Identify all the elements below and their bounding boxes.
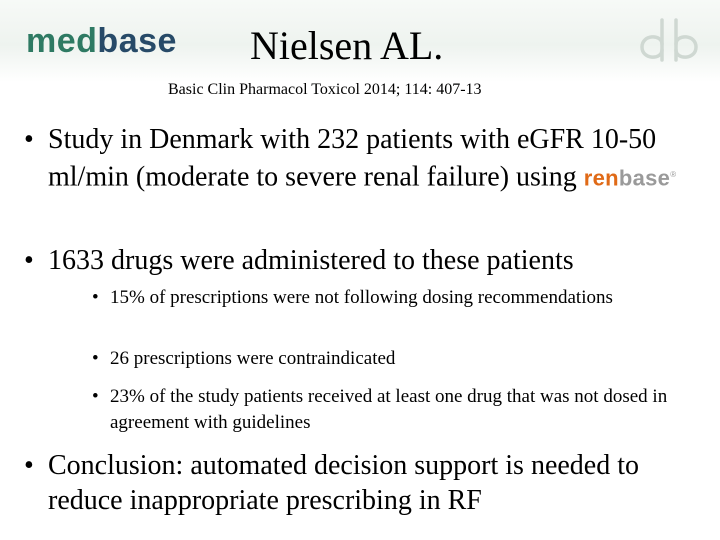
bullet-conclusion-text: Conclusion: automated decision support is needed to reduce inappropriate prescribing in RF [48,450,640,516]
sub-bullet-prescriptions [92,285,702,311]
bullet-dot: • [24,450,34,481]
renbase-logo [584,157,677,195]
bullet-study-text: Study in Denmark with 232 patients with eGFR 10-50 ml/min (moderate to severe renal failure) using [48,124,657,193]
bullet-dot: • [92,348,99,369]
logo-suffix: base [97,22,177,60]
sub-bullet-patients-text: 23% of the study patients received at least one drug that was not dosed in agreement with guidelines [110,386,668,433]
renbase-logo-ren: ren [583,165,619,191]
sub-bullet-prescriptions-text: 15% of prescriptions were not following dosing recommendations [110,287,613,308]
bullet-dot: • [24,245,34,276]
renbase-logo-mark: ® [670,170,677,179]
bullet-study [24,122,704,195]
bullet-dot: • [92,386,99,407]
logo-prefix: med [26,22,98,60]
bullet-drugs [24,243,704,278]
renbase-logo-base: base [618,165,671,191]
citation: Basic Clin Pharmacol Toxicol 2014; 114: 407-13 [168,81,482,98]
slide-title: Nielsen AL. [250,23,444,68]
bullet-dot: • [92,287,99,308]
bullet-drugs-text: 1633 drugs were administered to these patients [48,245,574,276]
sub-bullet-patients [92,384,702,436]
bullet-conclusion [24,448,704,518]
bullet-dot: • [24,124,34,155]
sub-bullet-contraindicated [92,346,702,372]
sub-bullet-contraindicated-text: 26 prescriptions were contraindicated [110,348,396,369]
